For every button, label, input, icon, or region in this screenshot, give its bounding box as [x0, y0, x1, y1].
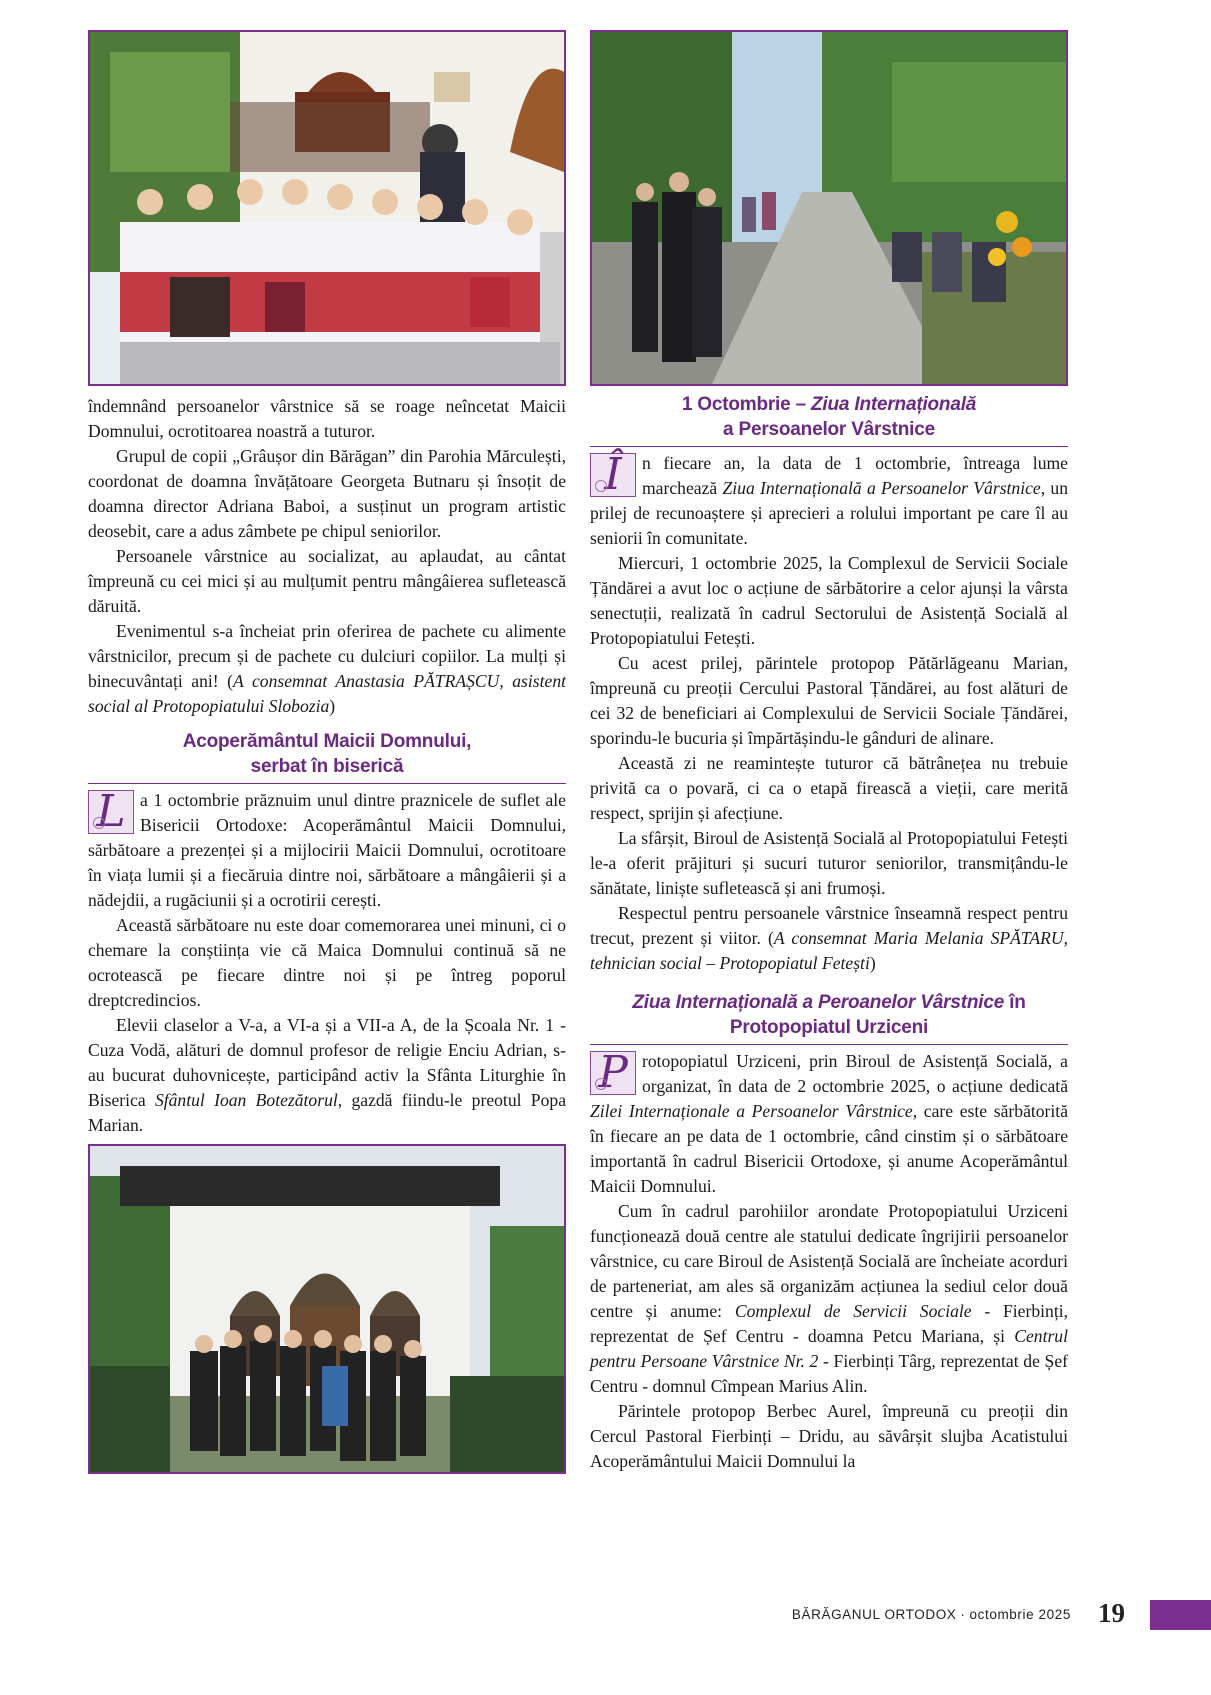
title-line: serbat în biserică: [250, 756, 404, 777]
text-segment: Respectul pentru persoanele vârstnice înseamnă respect pentru trecut, prezent și viitor. (: [590, 903, 1068, 948]
photo-children-icon: [90, 32, 564, 384]
right-column: [590, 30, 1068, 1474]
footer-accent-bar: [1150, 1600, 1211, 1630]
paragraph: [88, 619, 566, 719]
text-segment: , gazdă fiindu-le preotul Popa Marian.: [88, 1090, 566, 1135]
photo-garden-icon: [592, 32, 1066, 384]
event-name: Zilei Internaționale a Persoanelor Vârstnice: [590, 1101, 913, 1121]
photo-church-icon: [90, 1146, 564, 1472]
title-line: a Persoanelor Vârstnice: [723, 419, 935, 440]
drop-cap-letter: Î: [604, 449, 622, 500]
title-segment: Ziua Internațională: [811, 394, 977, 415]
drop-cap: [590, 449, 636, 500]
photo-students-church: [88, 1144, 566, 1474]
text-segment: ): [329, 696, 336, 716]
drop-cap: [590, 1047, 636, 1098]
text-segment: n fiecare an, la data de 1 octombrie, întreaga lume marchează: [642, 453, 1068, 498]
page-number: 19: [1098, 1598, 1125, 1628]
event-name: Ziua Internațională a Persoanelor Vârstnice: [722, 478, 1041, 498]
paragraph: [590, 1199, 1068, 1399]
drop-cap: [88, 786, 134, 837]
photo-priests-seniors-garden: [590, 30, 1068, 386]
left-column: [88, 30, 566, 1474]
title-line: [590, 990, 1068, 1015]
title-segment: 1 Octombrie –: [681, 394, 812, 415]
section-title: [590, 392, 1068, 442]
paragraph: Cu acest prilej, părintele protopop Pătărlăgeanu Marian, împreună cu preoții Cercului Pastoral Țăndărei, au fost alături de cei 32 de beneficiari ai Complexului de Servicii Sociale Țăndărei, sporindu-le bucuria și împărtășindu-le gânduri de alinare.: [590, 653, 1068, 748]
drop-cap-letter: P: [598, 1047, 628, 1098]
issue-date: octombrie 2025: [969, 1607, 1071, 1622]
text-segment: , care este sărbătorită în fiecare an pe data de 1 octombrie, când cinstim și o sărbătoare importantă în cadrul Bisericii Ortodoxe, și anume Acoperământul Maicii Domnului.: [590, 1101, 1069, 1196]
paragraph: [88, 788, 566, 913]
title-divider: [590, 446, 1068, 447]
magazine-name: BĂRĂGANUL ORTODOX: [791, 1607, 957, 1622]
drop-cap-letter: L: [96, 786, 126, 837]
page-footer: [0, 1600, 1211, 1630]
paragraph: [590, 901, 1068, 976]
title-line: Protopopiatul Urziceni: [729, 1017, 929, 1038]
paragraph: Părintele protopop Berbec Aurel, împreună cu preoții din Cercul Pastoral Fierbinți – Dridu, au săvârșit slujba Acatistului Acoperământului Maicii Domnului la: [590, 1401, 1068, 1471]
text-segment: a 1 octombrie prăznuim unul dintre praznicele de suflet ale Bisericii Ortodoxe: Acoperământul Maicii Domnului, sărbătoare a prezenței și a mijlocirii Maicii Domnului, ocrotitoare în viața lumii și a fiecăruia dintre noi, sărbătoare a mângâierii și a nădejdii, a rugăciunii și a ocrotirii cerești.: [88, 790, 566, 910]
title-divider: [88, 783, 566, 784]
paragraph: îndemnând persoanelor vârstnice să se roage neîncetat Maicii Domnului, ocrotitoarea noastră a tuturor.: [88, 396, 566, 441]
text-segment: Cum în cadrul parohiilor arondate Protopopiatului Urziceni funcționează două centre ale statului dedicate îngrijirii persoanelor vârstnice, cu care Biroul de Asistență Socială are încheiate acorduri de parteneriat, am ales să organizăm acțiunea la sediul celor două centre și anume:: [590, 1201, 1068, 1321]
author-credit: A consemnat Anastasia PĂTRAȘCU, asistent social al Protopopiatului Slobozia: [88, 671, 566, 716]
text-segment: - Fierbinți, reprezentat de Șef Centru - doamna Petcu Mariana, și: [590, 1301, 1069, 1346]
text-segment: rotopopiatul Urziceni, prin Biroul de Asistență Socială, a organizat, în data de 2 octombrie 2025, o acțiune dedicată: [642, 1051, 1068, 1096]
section-title: [590, 990, 1068, 1040]
paragraph: Persoanele vârstnice au socializat, au aplaudat, au cântat împreună cu cei mici și au mulțumit pentru mângâierea sufletească dăruită.: [88, 546, 566, 616]
paragraph: Miercuri, 1 octombrie 2025, la Complexul de Servicii Sociale Țăndărei a avut loc o acțiune de sărbătorire a celor ajunși la vârsta senectuții, realizată în cadrul Sectorului de Asistență Socială al Protopopiatului Fetești.: [590, 553, 1068, 648]
text-segment: , un prilej de recunoaștere și aprecieri a rolului important pe care îl au seniorii în comunitate.: [590, 478, 1069, 548]
paragraph: Această sărbătoare nu este doar comemorarea unei minuni, ci o chemare la conștiința vie că Maica Domnului continuă să ne ocrotească pe fiecare dintre noi și pe întreg poporul dreptcredincios.: [88, 915, 566, 1010]
title-line: [590, 392, 1068, 417]
paragraph: Grupul de copii „Grâușor din Bărăgan” din Parohia Mărculești, coordonat de doamna învățătoare Georgeta Butnaru și însoțit de doamna director Adriana Baboi, a susținut un program artistic deosebit, care a adus zâmbete pe chipul seniorilor.: [88, 446, 566, 541]
paragraph: La sfârșit, Biroul de Asistență Socială al Protopopiatului Fetești le-a oferit prăjituri și sucuri tuturor seniorilor, transmițându-le sănătate, liniște sufletească și ani frumoși.: [590, 828, 1068, 898]
paragraph: Această zi ne reamintește tuturor că bătrânețea nu trebuie privită ca o povară, ci ca o etapă firească a vieții, care merită respect, sprijin și afecțiune.: [590, 753, 1068, 823]
title-line: Acoperământul Maicii Domnului,: [182, 731, 472, 752]
text-segment: Evenimentul s-a încheiat prin oferirea de pachete cu alimente vârstnicilor, precum și de pachete cu dulciuri copiilor. La mulți și binecuvântați ani! (: [88, 621, 566, 691]
footer-magazine-info: [792, 1607, 1071, 1622]
text-segment: Elevii claselor a V-a, a VI-a și a VII-a A, de la Școala Nr. 1 - Cuza Vodă, alături de domnul profesor de religie Enciu Adrian, s-au bucurat duhovnicește, participând activ la Sfânta Liturghie în Biserica: [88, 1015, 566, 1110]
center-name: Centrul pentru Persoane Vârstnice Nr. 2: [590, 1326, 1068, 1371]
text-segment: - Fierbinți Târg, reprezentat de Șef Centru - domnul Cîmpean Marius Alin.: [590, 1351, 1069, 1396]
footer-separator: ·: [960, 1607, 966, 1622]
section-title: [88, 729, 566, 779]
photo-children-folk-costumes: [88, 30, 566, 386]
title-divider: [590, 1044, 1068, 1045]
author-credit: A consemnat Maria Melania SPĂTARU, tehnician social – Protopopiatul Fetești: [590, 928, 1068, 973]
title-segment: în: [1004, 992, 1026, 1013]
paragraph: [590, 1049, 1068, 1199]
title-segment: Ziua Internațională a Peroanelor Vârstnice: [632, 992, 1005, 1013]
paragraph: [590, 451, 1068, 551]
paragraph: [88, 1013, 566, 1138]
center-name: Complexul de Servicii Sociale: [734, 1301, 972, 1321]
church-name: Sfântul Ioan Botezătorul: [154, 1090, 338, 1110]
text-segment: ): [869, 953, 876, 973]
